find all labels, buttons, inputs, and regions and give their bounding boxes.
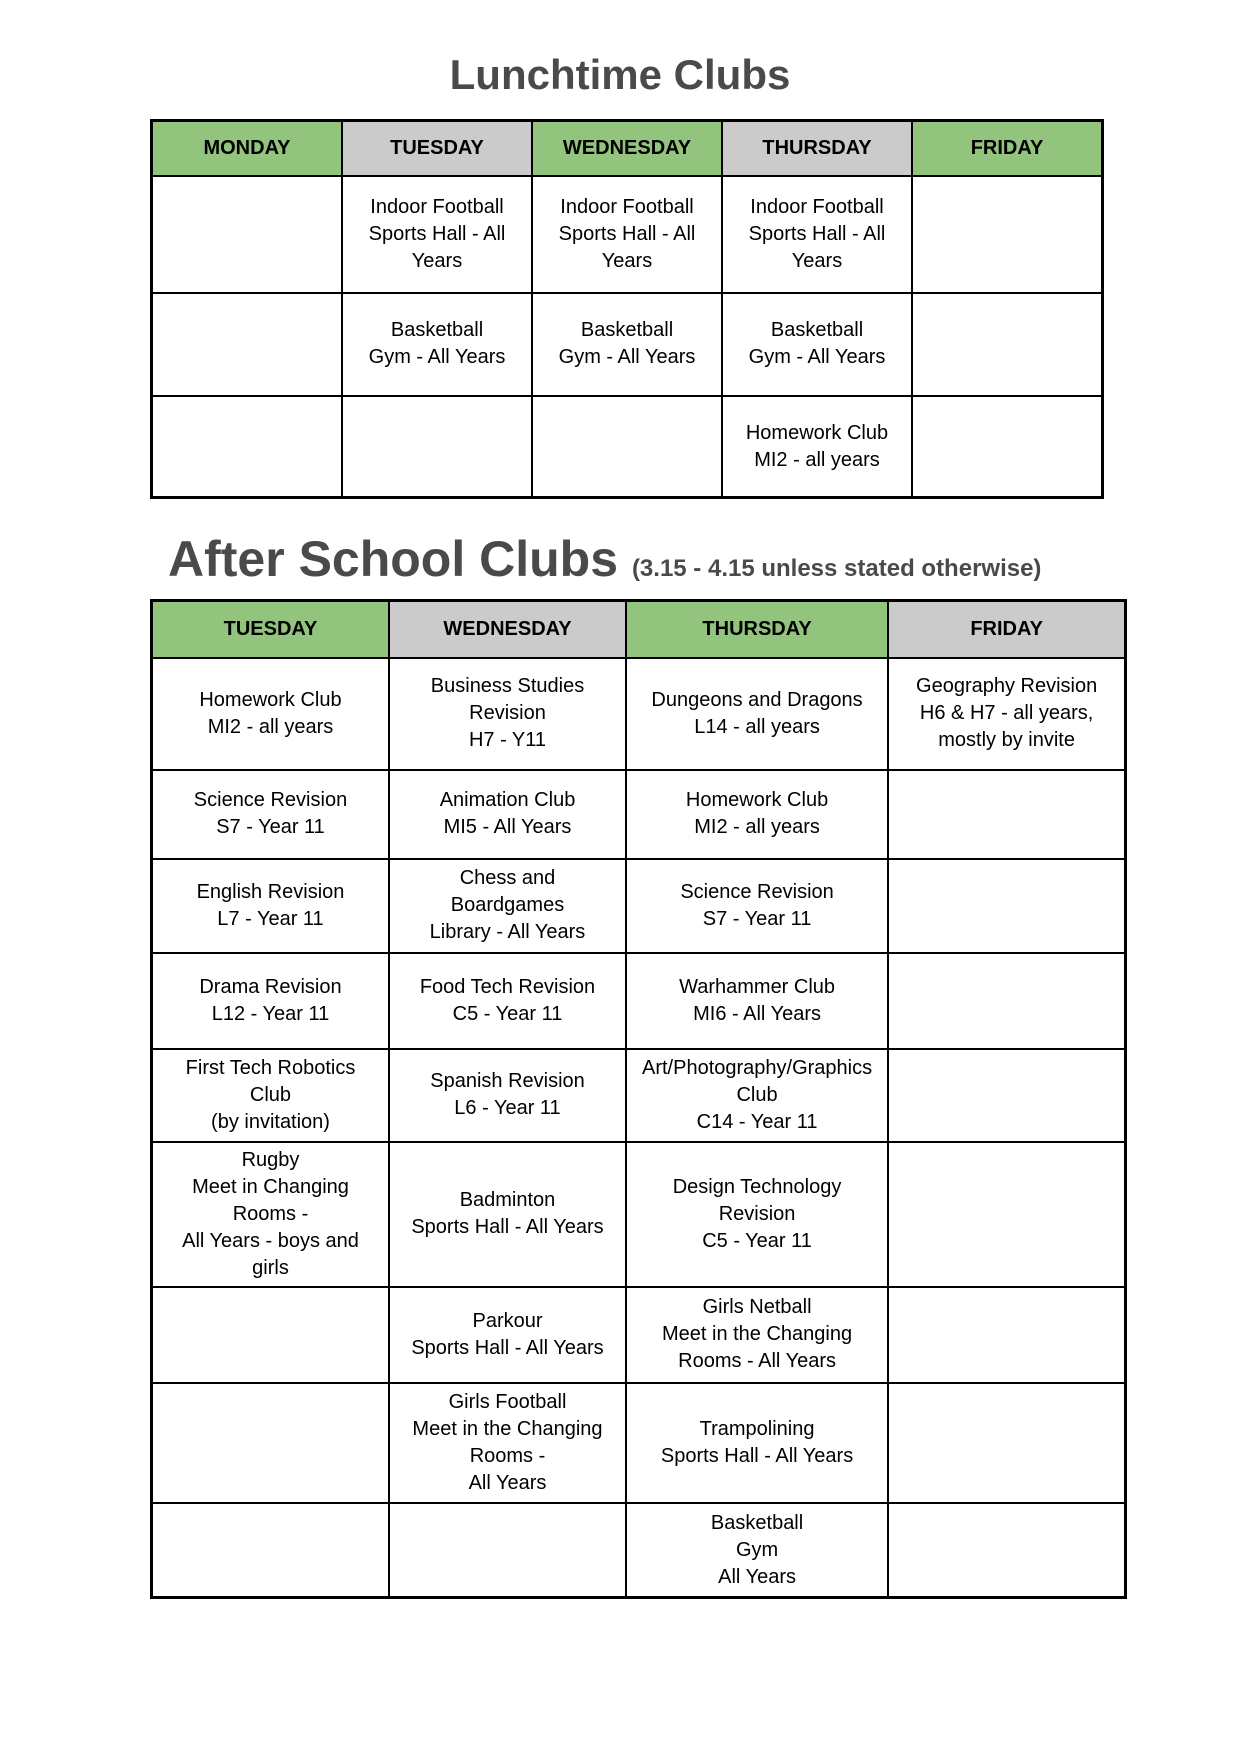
club-text-line: Girls Football [448,1390,567,1413]
day-header-tuesday: TUESDAY [152,601,390,658]
club-cell [152,770,390,859]
club-cell [722,176,912,293]
day-header-thursday: THURSDAY [626,601,888,658]
empty-cell [888,1503,1126,1598]
club-cell [722,293,912,396]
day-header-tuesday: TUESDAY [342,121,532,176]
empty-cell [152,176,343,293]
club-text-line: MI5 - All Years [443,816,572,839]
club-cell [389,953,626,1049]
club-cell [152,1142,390,1287]
club-row [152,1287,1126,1383]
after-school-clubs-table-body [152,601,1126,1598]
club-text-line: Business Studies Revision [430,675,585,725]
club-cell [389,1049,626,1142]
empty-cell [389,1503,626,1598]
club-text-line: Sports Hall - All Years [558,222,696,272]
club-text-line: Sports Hall - All Years [660,1444,854,1467]
day-header-friday: FRIDAY [888,601,1126,658]
club-text-line: L12 - Year 11 [211,1002,330,1025]
club-cell [152,859,390,953]
day-header-row [152,601,1126,658]
empty-cell [888,1142,1126,1287]
club-text-line: S7 - Year 11 [216,816,325,839]
club-text-line: Science Revision [680,880,834,903]
after-school-clubs-table [150,599,1127,1599]
club-text-line: Homework Club [685,789,829,812]
empty-cell [888,859,1126,953]
club-text-line: (by invitation) [211,1110,330,1133]
club-text-line: Basketball [770,319,864,342]
empty-cell [912,293,1103,396]
empty-cell [888,1049,1126,1142]
day-header-monday: MONDAY [152,121,343,176]
club-text-line: MI2 - all years [694,816,820,839]
club-text-line: Indoor Football [560,195,694,218]
club-text-line: Girls Netball [702,1296,812,1319]
club-text-line: Gym - All Years [748,346,886,369]
club-text-line: H6 & H7 - all years, mostly by invite [919,702,1094,752]
club-row [152,953,1126,1049]
day-header-row [152,121,1103,176]
club-text-line: Art/Photography/Graphics Club [642,1056,873,1106]
club-text-line: Design Technology Revision [672,1175,842,1225]
lunchtime-clubs-table [150,119,1104,499]
club-cell [626,1287,888,1383]
after-school-clubs-title-text: After School Clubs [168,531,619,588]
empty-cell [912,176,1103,293]
club-text-line: Geography Revision [916,675,1098,698]
club-text-line: C5 - Year 11 [452,1002,563,1025]
club-cell [626,658,888,770]
club-text-line: Animation Club [439,789,576,812]
club-cell [626,1049,888,1142]
club-text-line: C14 - Year 11 [696,1110,818,1133]
club-text-line: Meet in the Changing Rooms - All Years [661,1323,853,1373]
club-text-line: Dungeons and Dragons [651,688,863,711]
club-row [152,176,1103,293]
club-cell [342,293,532,396]
club-text-line: All Years [718,1565,796,1588]
club-text-line: Meet in Changing Rooms - [192,1175,349,1225]
day-header-wednesday: WEDNESDAY [389,601,626,658]
lunchtime-clubs-table-body [152,121,1103,498]
club-text-line: Rugby [241,1148,300,1171]
club-cell [152,658,390,770]
after-school-clubs-title [168,529,1242,589]
empty-cell [152,1383,390,1503]
after-school-clubs-time-note: (3.15 - 4.15 unless stated otherwise) [631,555,1042,583]
club-cell [389,1287,626,1383]
empty-cell [152,293,343,396]
empty-cell [888,1383,1126,1503]
empty-cell [888,953,1126,1049]
empty-cell [888,770,1126,859]
empty-cell [152,1287,390,1383]
club-text-line: Badminton [459,1189,556,1212]
club-text-line: First Tech Robotics Club [185,1056,356,1106]
club-cell [389,1383,626,1503]
club-row [152,770,1126,859]
club-text-line: Library - All Years [429,921,586,944]
club-row [152,1383,1126,1503]
club-text-line: Gym - All Years [368,346,506,369]
club-text-line: All Years [468,1471,547,1494]
club-text-line: MI2 - all years [207,715,334,738]
empty-cell [152,1503,390,1598]
club-cell [626,859,888,953]
club-text-line: Basketball [710,1511,804,1534]
club-text-line: Gym [735,1538,779,1561]
club-text-line: Sports Hall - All Years [748,222,886,272]
club-text-line: Gym - All Years [558,346,696,369]
club-cell [532,293,722,396]
club-text-line: Parkour [472,1309,543,1332]
club-text-line: Meet in the Changing Rooms - [412,1417,603,1467]
club-cell [389,859,626,953]
empty-cell [912,396,1103,498]
club-cell [626,1142,888,1287]
club-text-line: English Revision [196,880,345,903]
club-text-line: Basketball [390,319,484,342]
club-row [152,396,1103,498]
club-cell [389,770,626,859]
club-text-line: Chess and Boardgames [450,867,565,917]
club-text-line: Drama Revision [199,975,342,998]
club-text-line: Indoor Football [370,195,504,218]
day-header-wednesday: WEDNESDAY [532,121,722,176]
club-cell [722,396,912,498]
day-header-friday: FRIDAY [912,121,1103,176]
club-text-line: L7 - Year 11 [217,907,324,930]
club-text-line: All Years - boys and girls [182,1229,359,1279]
club-text-line: Indoor Football [750,195,884,218]
club-text-line: Food Tech Revision [419,975,596,998]
club-cell [888,658,1126,770]
club-cell [532,176,722,293]
club-text-line: MI6 - All Years [693,1002,821,1025]
empty-cell [532,396,722,498]
club-row [152,1049,1126,1142]
club-text-line: Sports Hall - All Years [368,222,506,272]
empty-cell [152,396,343,498]
lunchtime-clubs-title: Lunchtime Clubs [449,51,791,98]
club-text-line: Science Revision [193,789,348,812]
club-row [152,293,1103,396]
club-cell [152,1049,390,1142]
club-cell [389,1142,626,1287]
club-text-line: L6 - Year 11 [454,1097,561,1120]
club-text-line: Homework Club [745,421,889,444]
club-text-line: Basketball [580,319,674,342]
club-text-line: C5 - Year 11 [702,1229,812,1252]
club-cell [342,176,532,293]
club-text-line: Warhammer Club [679,975,836,998]
day-header-thursday: THURSDAY [722,121,912,176]
club-row [152,859,1126,953]
club-cell [626,1383,888,1503]
club-cell [389,658,626,770]
club-text-line: H7 - Y11 [468,729,547,752]
club-cell [152,953,390,1049]
empty-cell [342,396,532,498]
club-text-line: Homework Club [199,688,342,711]
club-text-line: Spanish Revision [430,1070,585,1093]
club-row [152,658,1126,770]
club-row [152,1503,1126,1598]
club-text-line: L14 - all years [694,715,820,738]
club-cell [626,1503,888,1598]
club-text-line: S7 - Year 11 [702,907,812,930]
club-cell [626,770,888,859]
club-text-line: Sports Hall - All Years [411,1216,604,1239]
club-text-line: Sports Hall - All Years [411,1336,604,1359]
empty-cell [888,1287,1126,1383]
club-row [152,1142,1126,1287]
club-text-line: MI2 - all years [754,448,880,471]
club-text-line: Trampolining [699,1417,815,1440]
club-cell [626,953,888,1049]
